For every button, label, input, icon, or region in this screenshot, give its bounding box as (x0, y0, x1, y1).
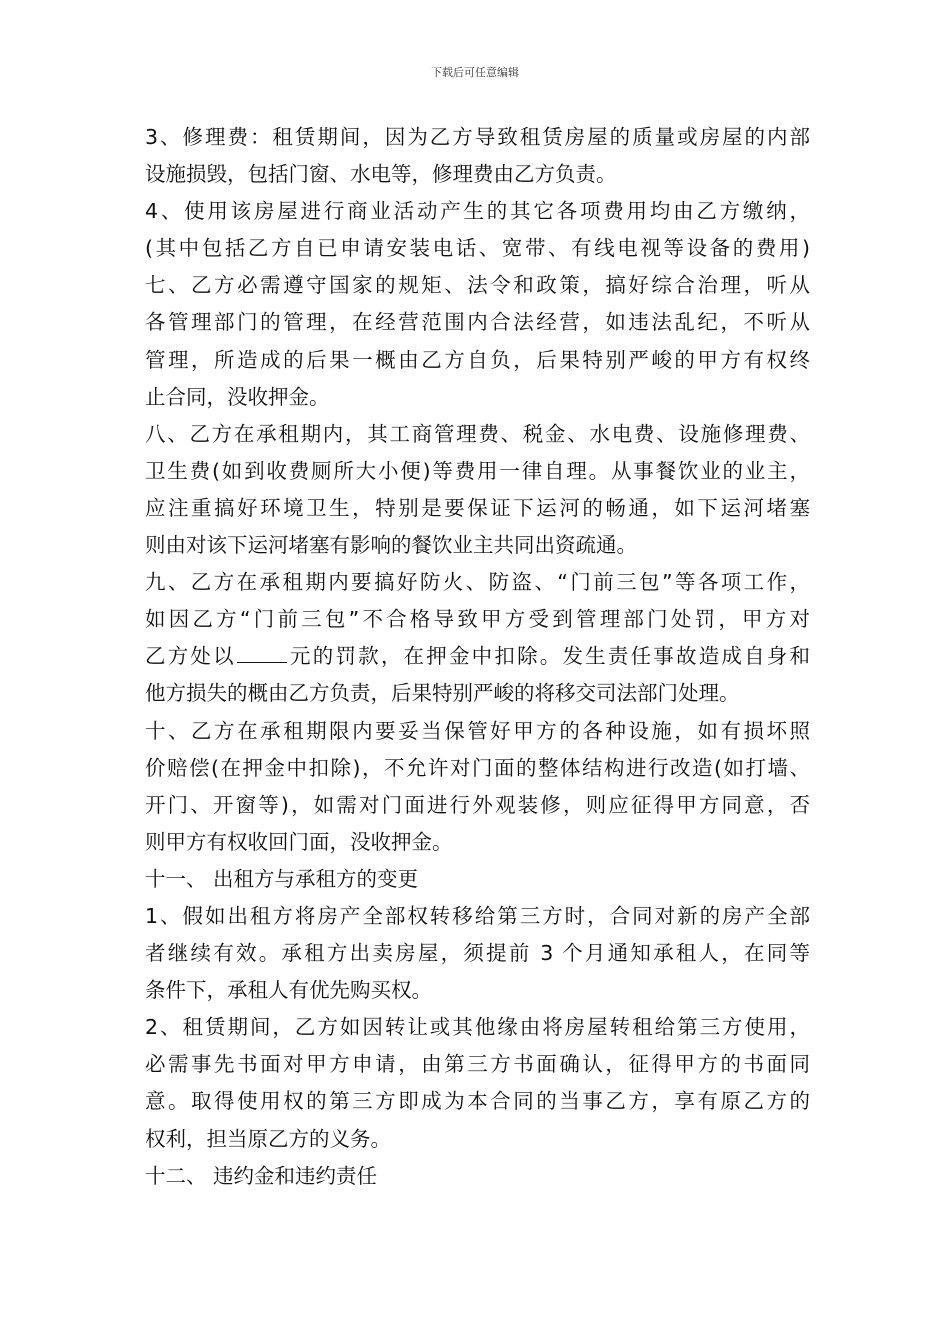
text-line: 意。取得使用权的第三方即成为本合同的当事乙方，享有原乙方的 (145, 1089, 810, 1114)
text-line: 他方损失的概由乙方负责，后果特别严峻的将移交司法部门处理。 (145, 681, 740, 706)
text-line: 则甲方有权收回门面，没收押金。 (145, 829, 453, 854)
text-line: 七、乙方必需遵守国家的规矩、法令和政策，搞好综合治理，听从 (145, 273, 810, 298)
text-line: 各管理部门的管理，在经营范围内合法经营，如违法乱纪，不听从 (145, 310, 810, 335)
text-line: 必需事先书面对甲方申请，由第三方书面确认，征得甲方的书面同 (145, 1052, 810, 1077)
section-heading: 十一、 出租方与承租方的变更 (145, 866, 419, 891)
text-line: 3、修理费：租赁期间，因为乙方导致租赁房屋的质量或房屋的内部 (145, 125, 810, 149)
text-line: 4、使用该房屋进行商业活动产生的其它各项费用均由乙方缴纳， (145, 199, 810, 224)
document-body (145, 119, 810, 1195)
text-line-with-blank (145, 638, 810, 675)
text-line: 条件下，承租人有优先购买权。 (145, 978, 432, 1003)
text-line: 则由对该下运河堵塞有影响的餐饮业主共同出资疏通。 (145, 533, 637, 558)
text-line: 权利，担当原乙方的义务。 (145, 1126, 391, 1151)
text-line: 2、租赁期间，乙方如因转让或其他缘由将房屋转租给第三方使用， (145, 1015, 810, 1040)
text-segment: 元的罚款，在押金中扣除。发生责任事故造成自身和 (287, 644, 811, 669)
text-segment: 乙方处以 (145, 644, 236, 669)
text-line: 八、乙方在承租期内，其工商管理费、税金、水电费、设施修理费、 (145, 421, 810, 446)
text-line: 设施损毁，包括门窗、水电等，修理费由乙方负责。 (145, 162, 617, 187)
text-line: 价赔偿(在押金中扣除)，不允许对门面的整体结构进行改造(如打墙、 (145, 755, 810, 780)
text-line: 开门、开窗等)，如需对门面进行外观装修，则应征得甲方同意，否 (145, 792, 810, 817)
text-line: 应注重搞好环境卫生，特别是要保证下运河的畅通，如下运河堵塞 (145, 495, 810, 520)
fill-in-blank (237, 640, 287, 664)
text-line: 者继续有效。承租方出卖房屋，须提前 3 个月通知承租人，在同等 (145, 941, 810, 966)
text-line: 如因乙方“门前三包”不合格导致甲方受到管理部门处罚，甲方对 (145, 607, 810, 632)
text-line: (其中包括乙方自已申请安装电话、宽带、有线电视等设备的费用) (145, 236, 810, 261)
text-line: 十、乙方在承租期限内要妥当保管好甲方的各种设施，如有损坏照 (145, 718, 810, 743)
text-line: 止合同，没收押金。 (145, 384, 330, 409)
text-line: 卫生费(如到收费厕所大小便)等费用一律自理。从事餐饮业的业主， (145, 458, 810, 483)
text-line: 管理，所造成的后果一概由乙方自负，后果特别严峻的甲方有权终 (145, 347, 810, 372)
text-line: 1、假如出租方将房产全部权转移给第三方时，合同对新的房产全部 (145, 903, 810, 928)
page-header: 下载后可任意编辑 (431, 66, 519, 79)
section-heading: 十二、 违约金和违约责任 (145, 1163, 378, 1188)
text-line: 九、乙方在承租期内要搞好防火、防盗、“门前三包”等各项工作， (145, 570, 810, 595)
